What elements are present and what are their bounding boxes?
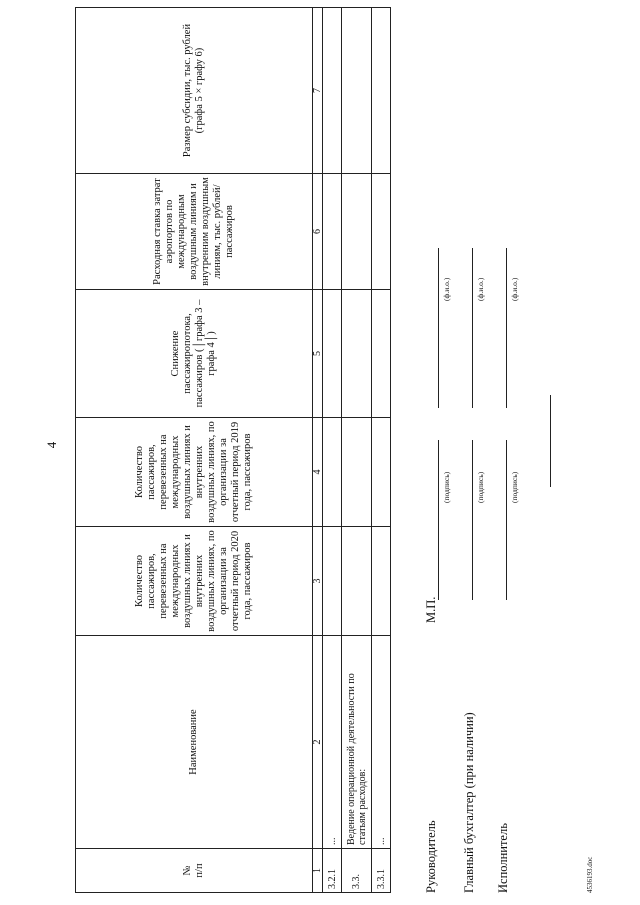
table-cell: [323, 527, 342, 636]
row-name: ...: [372, 636, 391, 849]
column-number: 4: [313, 418, 323, 527]
document-id: 4536193.doc: [586, 856, 594, 893]
accountant-signature-caption: (подпись): [476, 471, 485, 503]
head-signature-caption: (подпись): [442, 471, 451, 503]
executor-signature-caption: (подпись): [510, 471, 519, 503]
table-row: [372, 8, 391, 893]
row-name: Ведение операционной деятельности по статьям расходов:: [342, 636, 372, 849]
table-cell: [372, 174, 391, 290]
table-cell: [372, 418, 391, 527]
page-number: 4: [44, 441, 59, 449]
head-name-line: [438, 248, 439, 408]
column-number: 2: [313, 636, 323, 849]
column-number: 1: [313, 849, 323, 893]
accountant-name-line: [472, 248, 473, 408]
table-cell: [342, 174, 372, 290]
table-row: [342, 8, 372, 893]
table-cell: [323, 174, 342, 290]
row-name: ...: [323, 636, 342, 849]
accountant-label: Главный бухгалтер (при наличии): [462, 712, 476, 893]
executor-name-line: [506, 248, 507, 408]
executor-name-caption: (ф.и.о.): [510, 277, 519, 301]
column-numbers-row: [313, 8, 323, 893]
table-cell: [372, 8, 391, 174]
table-cell: [323, 8, 342, 174]
column-number: 5: [313, 290, 323, 418]
stamp-mark: М.П.: [424, 596, 438, 623]
table-cell: [342, 527, 372, 636]
row-number: 3.2.1: [323, 849, 342, 893]
table-cell: [342, 8, 372, 174]
header-col-number: № п/п: [76, 849, 313, 893]
column-number: 7: [313, 8, 323, 174]
short-separator-line: [550, 395, 551, 487]
table-cell: [323, 290, 342, 418]
table-cell: [372, 527, 391, 636]
row-number: 3.3.1: [372, 849, 391, 893]
subsidy-table: [75, 7, 391, 893]
table-cell: [342, 290, 372, 418]
column-number: 6: [313, 174, 323, 290]
head-label: Руководитель: [424, 820, 438, 893]
executor-label: Исполнитель: [496, 823, 510, 893]
accountant-signature-line: [472, 440, 473, 600]
header-col-name: Наименование: [76, 636, 313, 849]
table-cell: [372, 290, 391, 418]
table-cell: [342, 418, 372, 527]
header-col-subsidy: Размер субсидии, тыс. рублей (графа 5 × графу 6): [76, 8, 313, 174]
header-col-rate: Расходная ставка затрат аэропортов по международным воздушным линиям и внутренним воздушным линиям, тыс. рублей/пассажиров: [76, 174, 313, 290]
executor-signature-line: [506, 440, 507, 600]
header-row: [76, 8, 313, 893]
accountant-name-caption: (ф.и.о.): [476, 277, 485, 301]
header-col-passengers-2019: Количество пассажиров, перевезенных на международных воздушных линиях и внутренних воздушных линиях, по организации за отчетный период 2019 года, пассажиров: [76, 418, 313, 527]
column-number: 3: [313, 527, 323, 636]
head-signature-line: [438, 440, 439, 600]
header-col-decrease: Снижение пассажиропотока, пассажиров (│графа 3 – графа 4│): [76, 290, 313, 418]
table-row: [323, 8, 342, 893]
head-name-caption: (ф.и.о.): [442, 277, 451, 301]
table-cell: [323, 418, 342, 527]
row-number: 3.3.: [342, 849, 372, 893]
header-col-passengers-2020: Количество пассажиров, перевезенных на международных воздушных линиях и внутренних воздушных линиях, по организации за отчетный период 2020 года, пассажиров: [76, 527, 313, 636]
